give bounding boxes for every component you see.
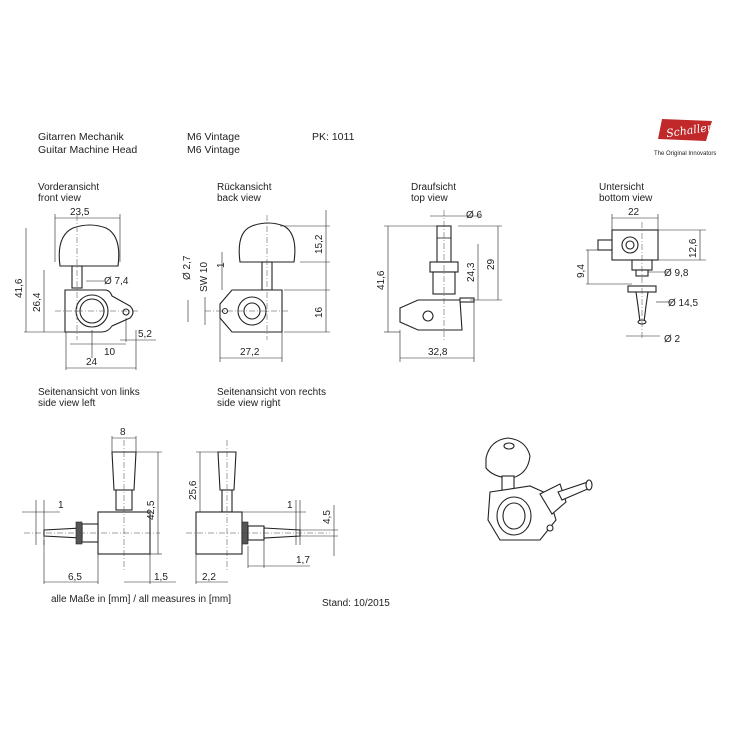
- measures-note: alle Maße in [mm] / all measures in [mm]: [51, 594, 232, 605]
- top-view-drawing: [376, 210, 502, 362]
- top-dim-label: 29: [486, 258, 497, 270]
- front-dim-label: 24: [86, 357, 98, 368]
- side-left-dim-label: 8: [120, 427, 126, 438]
- perspective-drawing: [486, 438, 592, 540]
- bottom-dim-label: Ø 14,5: [668, 298, 699, 309]
- bottom-dim-label: 22: [628, 207, 640, 218]
- front-dim-label: 26,4: [32, 292, 43, 312]
- top-view-label-de: Draufsicht: [411, 182, 457, 193]
- bottom-hole-inner: [626, 241, 634, 249]
- side-right-dim-label: 2,2: [202, 572, 216, 583]
- bottom-dim-label: 9,4: [576, 264, 587, 278]
- top-dim-label: 24,3: [466, 262, 477, 282]
- top-dim-label: Ø 6: [466, 210, 483, 221]
- side-left-dim-label: 1,5: [154, 572, 168, 583]
- top-dim-label: 32,8: [428, 347, 448, 358]
- persp-button-hole: [504, 443, 514, 449]
- persp-ring-inner: [503, 503, 525, 529]
- top-screw: [423, 311, 433, 321]
- side-right-dim-label: 1,7: [296, 555, 310, 566]
- back-dim-label: SW 10: [199, 261, 210, 292]
- pk-number: PK: 1011: [312, 131, 355, 143]
- side-left-label-en: side view left: [38, 398, 96, 409]
- back-dim-label: 1: [216, 262, 227, 268]
- back-dim-label: Ø 2,7: [182, 255, 193, 280]
- bottom-dim-label: Ø 2: [664, 334, 681, 345]
- front-view-label-en: front view: [38, 193, 81, 204]
- top-view-label-en: top view: [411, 193, 448, 204]
- stand-date: Stand: 10/2015: [322, 598, 390, 609]
- back-view-label-en: back view: [217, 193, 261, 204]
- bottom-dim-label: Ø 9,8: [664, 268, 689, 279]
- side-right-dim-label: 1: [287, 500, 293, 511]
- side-left-dim-label: 6,5: [68, 572, 82, 583]
- title-de: Gitarren Mechanik: [38, 131, 124, 143]
- back-dim-label: 27,2: [240, 347, 260, 358]
- front-view-label-de: Vorderansicht: [38, 182, 100, 193]
- side-right-label-de: Seitenansicht von rechts: [217, 387, 326, 398]
- bottom-view-drawing: [576, 207, 706, 345]
- back-view-label-de: Rückansicht: [217, 182, 272, 193]
- side-right-dim-label: 4,5: [322, 510, 333, 524]
- persp-post-tip: [586, 480, 592, 490]
- bottom-pin: [598, 240, 612, 250]
- front-dim-label: 5,2: [138, 329, 152, 340]
- side-right-label-en: side view right: [217, 398, 281, 409]
- front-dim-label: 10: [104, 347, 116, 358]
- model-line-2: M6 Vintage: [187, 144, 240, 156]
- front-dim-label: 41,6: [14, 278, 25, 298]
- logo-text: Schaller: [665, 120, 713, 141]
- persp-screw-hole: [547, 525, 553, 531]
- front-dim-label: Ø 7,4: [104, 276, 129, 287]
- model-line-1: M6 Vintage: [187, 131, 240, 143]
- back-dim-label: 15,2: [314, 234, 325, 254]
- side-right-dim-label: 25,6: [188, 480, 199, 500]
- front-button-shape: [59, 225, 119, 266]
- back-view-drawing: [182, 210, 330, 362]
- front-screw-hole: [123, 309, 129, 315]
- persp-shaft: [502, 476, 514, 490]
- title-en: Guitar Machine Head: [38, 144, 138, 156]
- side-left-label-de: Seitenansicht von links: [38, 387, 140, 398]
- logo-tagline: The Original Innovators: [654, 151, 717, 157]
- front-view-drawing: [14, 207, 156, 370]
- side-left-dim-label: 1: [58, 500, 64, 511]
- persp-post: [558, 482, 590, 500]
- side-right-drawing: [186, 440, 338, 584]
- front-dim-label: 23,5: [70, 207, 90, 218]
- side-left-drawing: [22, 427, 176, 584]
- bottom-dim-label: 12,6: [688, 238, 699, 258]
- top-dim-label: 41,6: [376, 270, 387, 290]
- bottom-view-label-en: bottom view: [599, 193, 653, 204]
- side-left-dim-label: 42,5: [146, 500, 157, 520]
- back-dim-label: 16: [314, 306, 325, 318]
- bottom-view-label-de: Untersicht: [599, 182, 645, 193]
